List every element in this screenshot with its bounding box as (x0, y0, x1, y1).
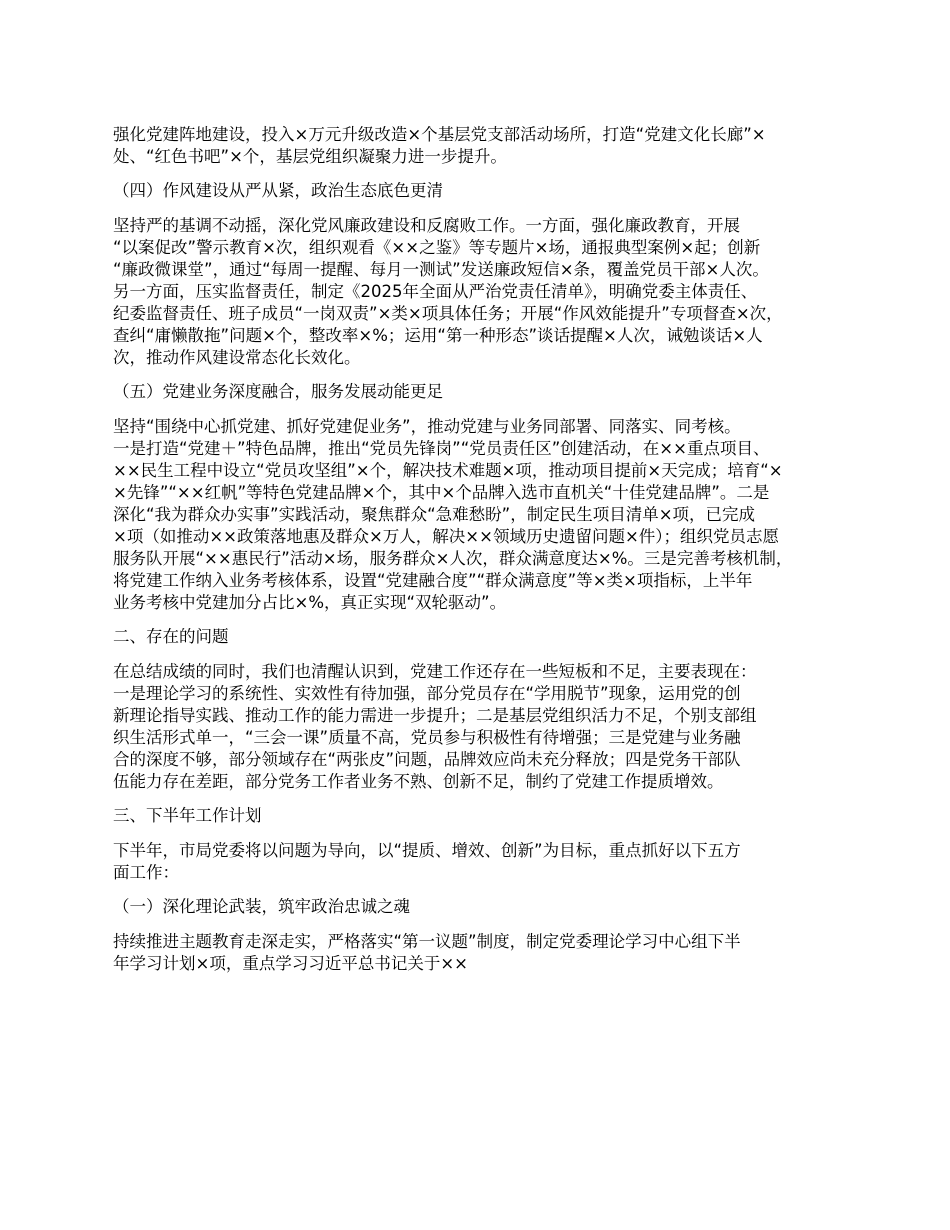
text-line: 深化“我为群众办实事”实践活动，聚焦群众“急难愁盼”，制定民生项目清单×项，已完成 (113, 505, 756, 524)
text-line: 下半年，市局党委将以问题为导向，以“提质、增效、创新”为目标，重点抓好以下五方 (113, 841, 741, 860)
heading-section-4: （四）作风建设从严从紧，政治生态底色更清 (113, 181, 443, 200)
text-line: 处、“红色书吧”×个，基层党组织凝聚力进一步提升。 (113, 147, 507, 166)
text-line: 伍能力存在差距，部分党务工作者业务不熟、创新不足，制约了党建工作提质增效。 (113, 772, 724, 791)
text-line: 新理论指导实践、推动工作的能力需进一步提升；二是基层党组织活力不足，个别支部组 (113, 706, 757, 725)
text-line: 另一方面，压实监督责任，制定《2025年全面从严治党责任清单》，明确党委主体责任、 (113, 282, 758, 301)
text-line: 一是理论学习的系统性、实效性有待加强，部分党员存在“学用脱节”现象，运用党的创 (113, 684, 741, 703)
paragraph-plan-1 (113, 931, 853, 975)
paragraph-plan-intro (113, 840, 853, 884)
text-line: ×项（如推动××政策落地惠及群众×万人，解决××领域历史遗留问题×件）；组织党员志愿 (113, 527, 780, 546)
text-line: 织生活形式单一，“三会一课”质量不高，党员参与积极性有待增强；三是党建与业务融 (113, 728, 741, 747)
text-line: 将党建工作纳入业务考核体系，设置“党建融合度”“群众满意度”等×类×项指标，上半年 (113, 571, 753, 590)
text-line: “以案促改”警示教育×次，组织观看《××之鉴》等专题片×场，通报典型案例×起；创新 (113, 238, 761, 257)
heading-problems: 二、存在的问题 (113, 627, 229, 646)
text-line: 业务考核中党建加分占比×%，真正实现“双轮驱动”。 (113, 593, 507, 612)
heading-plan-1: （一）深化理论武装，筑牢政治忠诚之魂 (113, 897, 410, 916)
text-line: “廉政微课堂”，通过“每周一提醒、每月一测试”发送廉政短信×条，覆盖党员干部×人次。 (113, 260, 769, 279)
text-line: 次，推动作风建设常态化长效化。 (113, 348, 361, 367)
text-line: 一是打造“党建＋”特色品牌，推出“党员先锋岗”“党员责任区”创建活动，在××重点项目、 (113, 439, 770, 458)
paragraph-problems (113, 661, 853, 793)
text-line: 服务队开展“××惠民行”活动×场，服务群众×人次，群众满意度达×%。三是完善考核机制， (113, 549, 793, 568)
text-line: 纪委监督责任、班子成员“一岗双责”×类×项具体任务；开展“作风效能提升”专项督查×次， (113, 304, 783, 323)
text-line: ××民生工程中设立“党员攻坚组”×个，解决技术难题×项，推动项目提前×天完成；培育“× (113, 461, 783, 480)
document-page (113, 124, 853, 987)
text-line: 强化党建阵地建设，投入×万元升级改造×个基层党支部活动场所，打造“党建文化长廊”× (113, 125, 766, 144)
heading-section-5: （五）党建业务深度融合，服务发展动能更足 (113, 382, 443, 401)
paragraph-position-building (113, 124, 853, 168)
text-line: 合的深度不够，部分领域存在“两张皮”问题，品牌效应尚未充分释放；四是党务干部队 (113, 750, 741, 769)
text-line: 在总结成绩的同时，我们也清醒认识到，党建工作还存在一些短板和不足，主要表现在： (113, 662, 757, 681)
text-line: 坚持“围绕中心抓党建、抓好党建促业务”，推动党建与业务同部署、同落实、同考核。 (113, 417, 741, 436)
text-line: 查纠“庸懒散拖”问题×个，整改率×%；运用“第一种形态”谈话提醒×人次，诫勉谈话×人 (113, 326, 763, 345)
paragraph-integration (113, 416, 853, 614)
text-line: 坚持严的基调不动摇，深化党风廉政建设和反腐败工作。一方面，强化廉政教育，开展 (113, 216, 740, 235)
text-line: 面工作： (113, 863, 179, 882)
text-line: ×先锋”“××红帆”等特色党建品牌×个，其中×个品牌入选市直机关“十佳党建品牌”。二是 (113, 483, 770, 502)
text-line: 持续推进主题教育走深走实，严格落实“第一议题”制度，制定党委理论学习中心组下半 (113, 932, 741, 951)
heading-plan: 三、下半年工作计划 (113, 806, 262, 825)
paragraph-work-style (113, 215, 853, 369)
text-line: 年学习计划×项，重点学习习近平总书记关于×× (113, 954, 468, 973)
